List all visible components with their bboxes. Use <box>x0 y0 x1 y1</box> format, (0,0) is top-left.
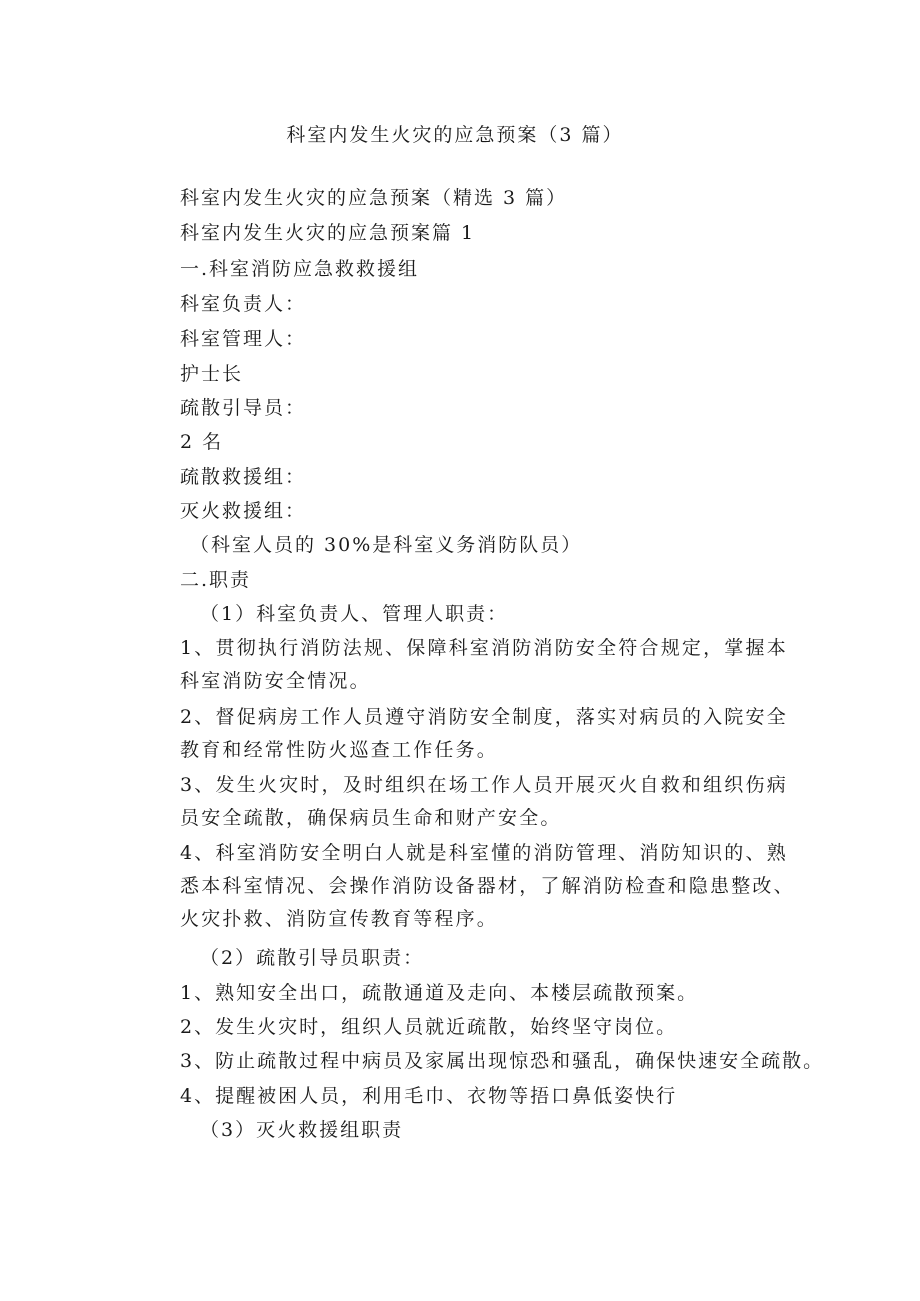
sub1-paragraph-2 <box>138 701 798 767</box>
sub1-heading: （1）科室负责人、管理人职责： <box>200 603 509 625</box>
document-subtitle: 科室内发生火灾的应急预案（精选 3 篇） <box>180 187 568 209</box>
two-persons-text: 2 名 <box>180 431 224 453</box>
evac-guide-label: 疏散引导员： <box>180 397 307 419</box>
sub1-paragraph-3 <box>138 769 798 835</box>
head-nurse-text: 护士长 <box>180 363 244 385</box>
volunteer-note: （科室人员的 30%是科室义务消防队员） <box>190 534 583 556</box>
paragraph-text: 1、贯彻执行消防法规、保障科室消防消防安全符合规定，掌握本科室消防安全情况。 <box>180 637 788 692</box>
sub2-heading: （2）疏散引导员职责： <box>200 947 425 969</box>
evac-rescue-label: 疏散救援组： <box>180 466 307 488</box>
document-title: 科室内发生火灾的应急预案（3 篇） <box>286 124 624 146</box>
sub2-line-3: 3、防止疏散过程中病员及家属出现惊恐和骚乱，确保快速安全疏散。 <box>180 1050 825 1072</box>
paragraph-text: 4、科室消防安全明白人就是科室懂的消防管理、消防知识的、熟悉本科室情况、会操作消防设备器材，了解消防检查和隐患整改、火灾扑救、消防宣传教育等程序。 <box>180 842 795 930</box>
paragraph-text: 2、督促病房工作人员遵守消防安全制度，落实对病员的入院安全教育和经常性防火巡查工作任务。 <box>180 706 788 761</box>
section1-heading: 一.科室消防应急救救援组 <box>180 258 420 280</box>
paragraph-text: 3、发生火灾时，及时组织在场工作人员开展灭火自救和组织伤病员安全疏散，确保病员生命和财产安全。 <box>180 774 788 829</box>
article-heading: 科室内发生火灾的应急预案篇 1 <box>180 222 476 244</box>
sub2-line-2: 2、发生火灾时，组织人员就近疏散，始终坚守岗位。 <box>180 1016 678 1038</box>
sub3-heading: （3）灭火救援组职责 <box>200 1119 404 1141</box>
fire-rescue-label: 灭火救援组： <box>180 500 307 522</box>
sub2-line-4: 4、提醒被困人员，利用毛巾、衣物等捂口鼻低姿快行 <box>180 1085 678 1107</box>
dept-manager-label: 科室管理人： <box>180 328 307 350</box>
sub1-paragraph-1 <box>138 632 798 698</box>
dept-head-label: 科室负责人： <box>180 293 307 315</box>
sub2-line-1: 1、熟知安全出口，疏散通道及走向、本楼层疏散预案。 <box>180 982 699 1004</box>
section2-heading: 二.职责 <box>180 569 252 591</box>
sub1-paragraph-4 <box>138 837 798 936</box>
